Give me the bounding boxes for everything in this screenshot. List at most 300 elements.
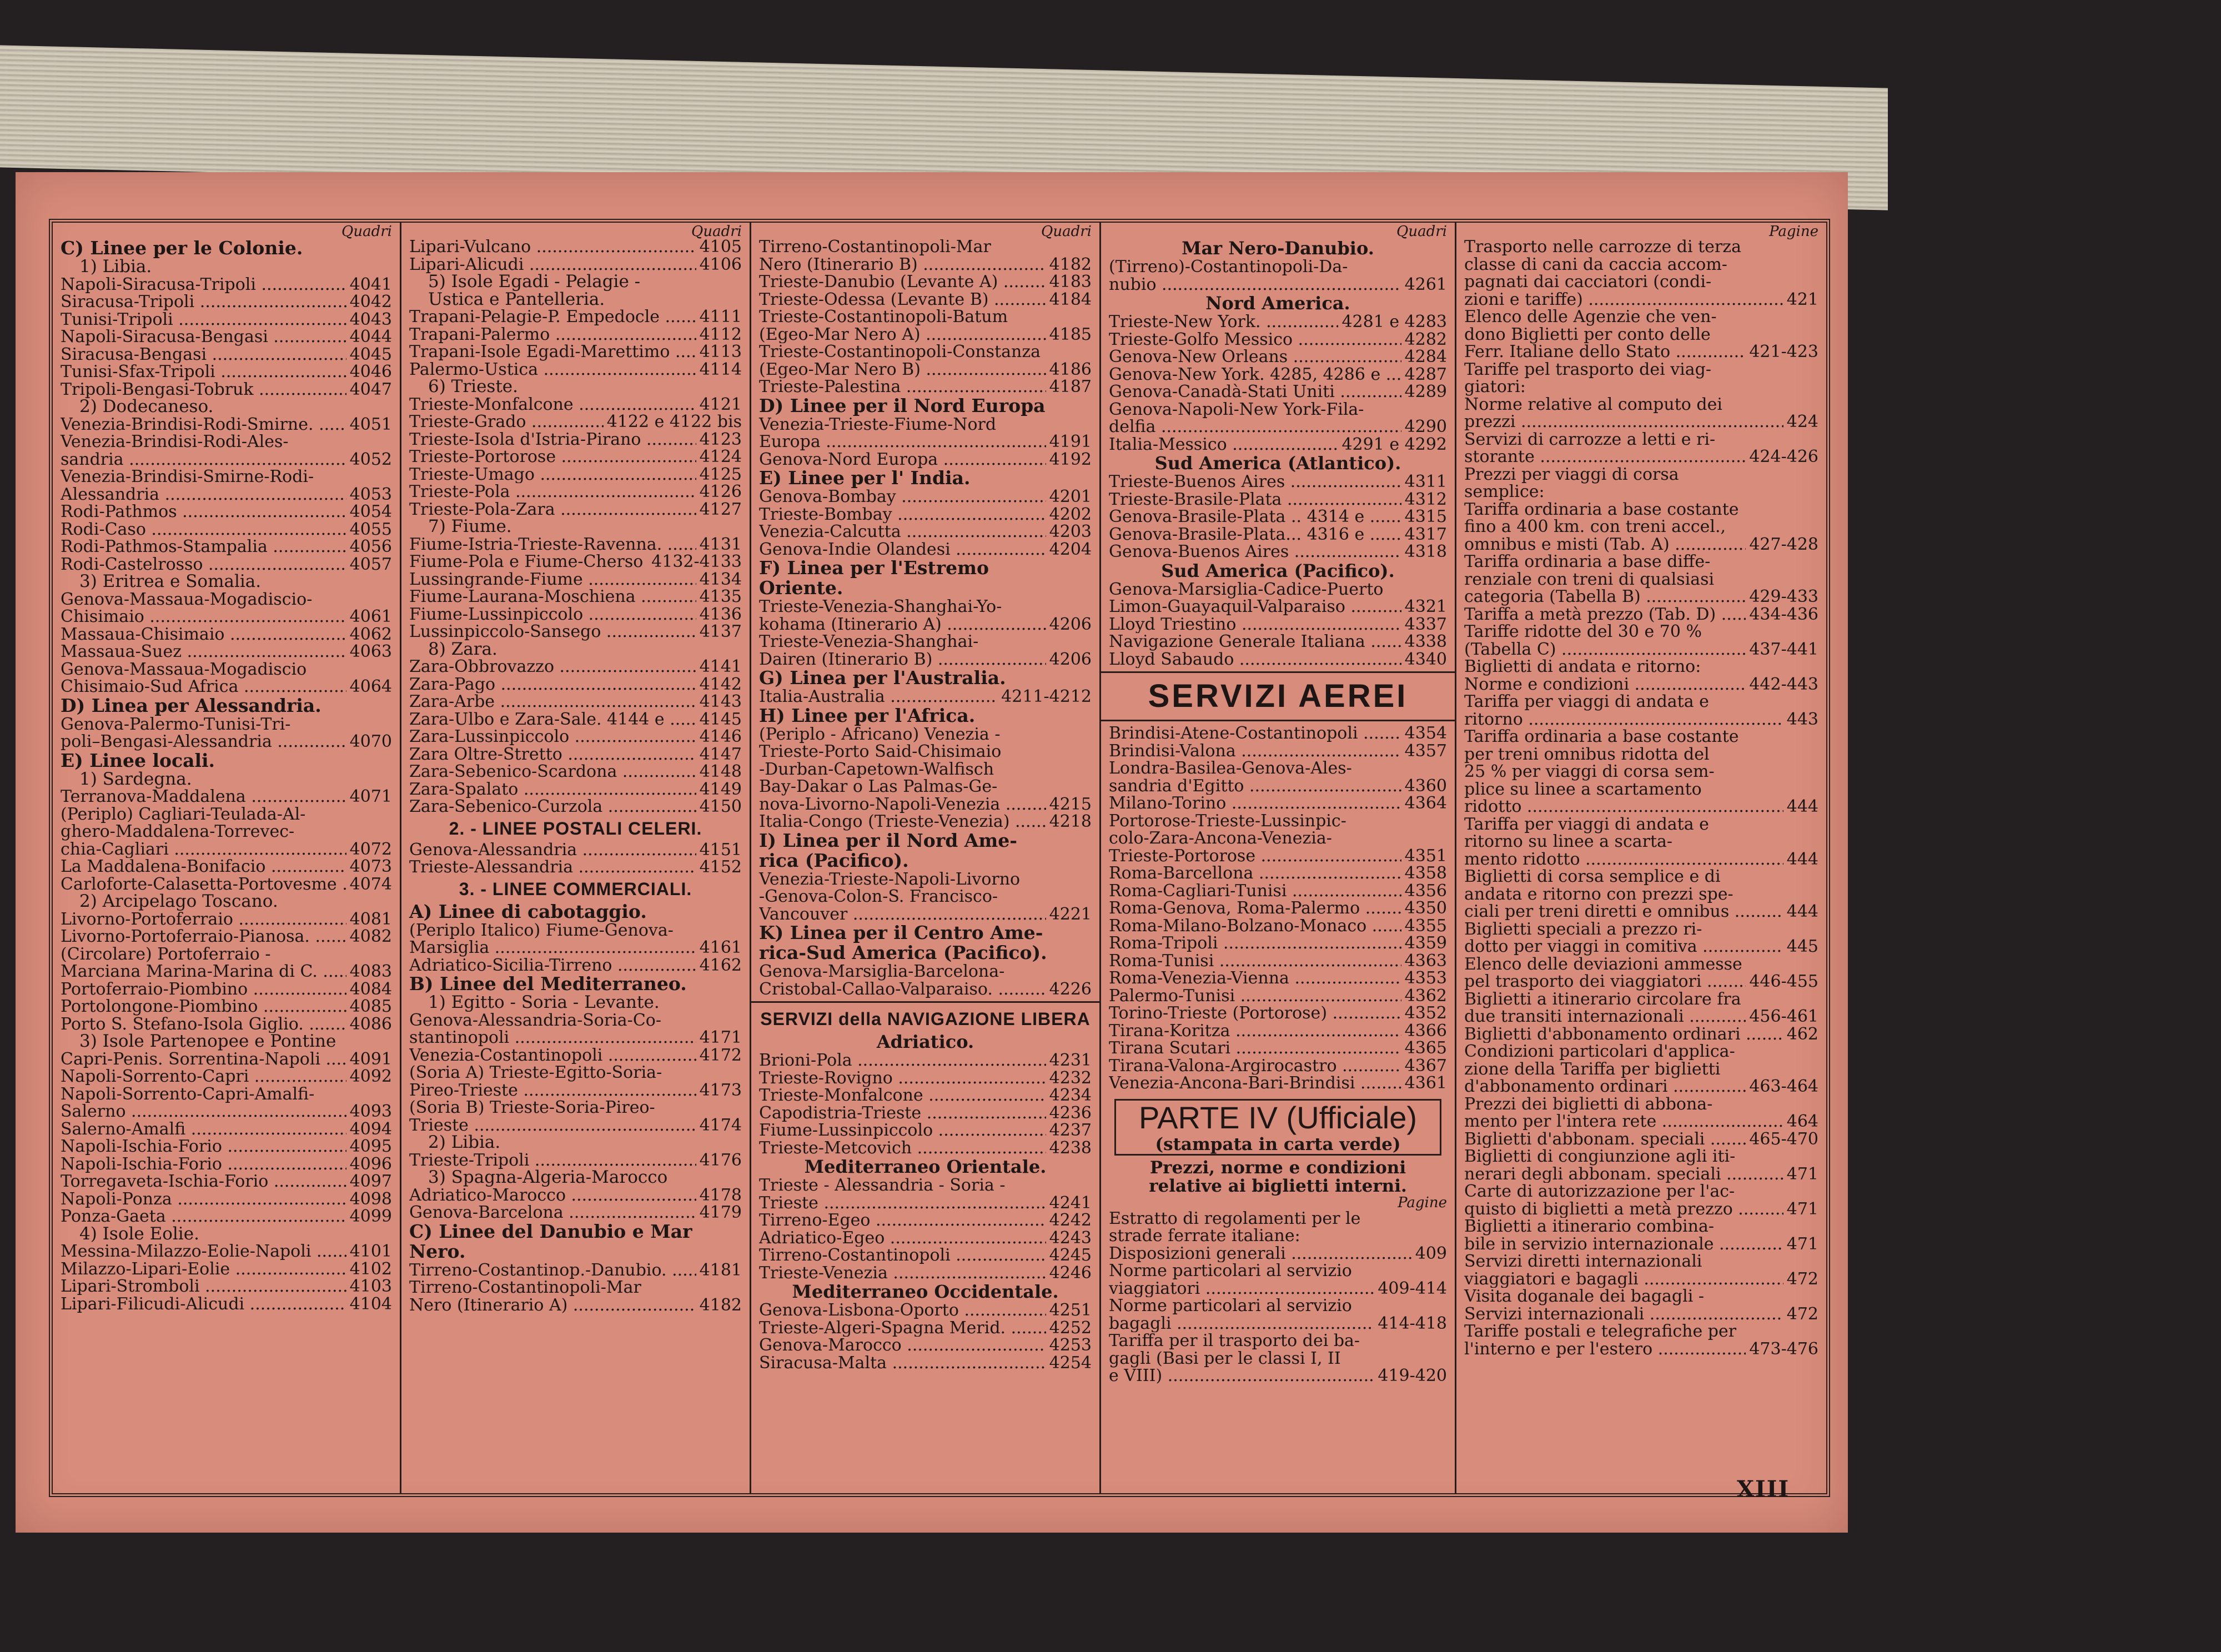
entry-ref: 4242 — [1049, 1211, 1092, 1230]
index-entry — [759, 813, 1092, 831]
entry-ref: 4162 — [699, 955, 742, 975]
index-entry — [1109, 418, 1447, 436]
entry-title: Cristobal-Callao-Valparaiso. ..... — [759, 981, 1046, 998]
entry-line: Trieste-Venezia-Shanghai-Yo- — [759, 597, 1002, 616]
entry-title: Zara Oltre-Stretto ..... — [409, 746, 696, 764]
entry-line: Genova-Massaua-Mogadiscio- — [61, 589, 313, 609]
index-entry — [759, 506, 1092, 524]
entry-ref: 4179 — [699, 1203, 742, 1222]
index-entry — [759, 1139, 1092, 1157]
entry-ref: 4055 — [349, 519, 392, 539]
entry-title: Genova-Brasile-Plata .. 4314 e ..... — [1109, 508, 1401, 526]
entry-ref: 4186 — [1049, 359, 1092, 379]
entry-ref: 456-461 — [1749, 1007, 1818, 1026]
entry-ref: 429-433 — [1749, 587, 1818, 606]
entry-line: pagnati dai cacciatori (condi- — [1464, 272, 1712, 292]
entry-title: Lipari-Vulcano ..... — [409, 238, 696, 256]
entry-ref: 4321 — [1404, 597, 1447, 616]
entry-title: Porto S. Stefano-Isola Giglio. ..... — [61, 1016, 346, 1033]
entry-line: Tariffa per il trasporto dei ba- — [1109, 1331, 1360, 1350]
entry-title: Capri-Penis. Sorrentina-Napoli ..... — [61, 1051, 346, 1068]
entry-ref: 4241 — [1049, 1193, 1092, 1213]
entry-title: ridotto ..... — [1464, 798, 1783, 816]
entry-ref: 4355 — [1404, 916, 1447, 936]
index-entry — [759, 688, 1092, 706]
entry-line: Tariffe ridotte del 30 e 70 % — [1464, 622, 1702, 641]
category-heading: Sud America (Pacifico). — [1161, 560, 1395, 581]
section-heading: E) Linee per l' India. — [759, 467, 971, 489]
entry-line: Biglietti di andata e ritorno: — [1464, 657, 1701, 676]
index-entry — [759, 1212, 1092, 1229]
index-entry — [1109, 543, 1447, 561]
index-entry — [61, 643, 392, 661]
index-entry — [759, 1229, 1092, 1247]
index-entry — [1464, 1271, 1818, 1288]
entry-ref: 4112 — [699, 324, 742, 344]
entry-line: semplice: — [1464, 482, 1545, 501]
entry-line: Norme relative al computo dei — [1464, 394, 1722, 414]
section-rule — [1101, 671, 1455, 673]
index-entry — [759, 796, 1092, 814]
index-entry — [759, 1122, 1092, 1139]
entry-title: Tariffa a metà prezzo (Tab. D) ..... — [1464, 606, 1746, 624]
entry-title: Fiume-Laurana-Moschiena ..... — [409, 588, 696, 606]
entry-title: delfia ..... — [1109, 418, 1401, 436]
block-heading: 2. - LINEE POSTALI CELERI. — [449, 818, 702, 838]
entry-title: e VIII) ..... — [1109, 1367, 1374, 1385]
subsection-heading: 2) Dodecaneso. — [79, 396, 214, 416]
index-entry — [61, 451, 392, 469]
entry-title: Tunisi-Tripoli ..... — [61, 311, 346, 329]
index-entry — [61, 1103, 392, 1121]
index-column-2 — [400, 223, 750, 1493]
index-entry — [61, 911, 392, 928]
entry-title: Alessandria ..... — [61, 486, 346, 504]
entry-title: Zara-Obbrovazzo ..... — [409, 658, 696, 676]
entry-line: Tariffa per viaggi di andata e — [1464, 814, 1709, 834]
index-entry — [1464, 798, 1818, 816]
entry-title: Italia-Congo (Trieste-Venezia) ..... — [759, 813, 1046, 831]
entry-title: Ponza-Gaeta ..... — [61, 1208, 346, 1226]
index-entry — [61, 858, 392, 876]
entry-ref: 462 — [1786, 1024, 1818, 1044]
index-entry — [759, 326, 1092, 344]
entry-title: Trieste-New York. ..... — [1109, 313, 1338, 331]
section-heading: rica (Pacifico). — [759, 849, 909, 871]
index-entry — [61, 293, 392, 311]
index-entry — [61, 1243, 392, 1261]
index-entry — [1109, 900, 1447, 917]
entry-ref: 424-426 — [1749, 447, 1818, 466]
index-entry — [1109, 313, 1447, 331]
column-heading: Quadri — [341, 223, 392, 240]
index-entry — [1109, 616, 1447, 634]
entry-ref: 4261 — [1404, 274, 1447, 294]
entry-title: Biglietti d'abbonam. speciali ..... — [1464, 1131, 1746, 1148]
entry-title: Portoferraio-Piombino ..... — [61, 981, 346, 998]
index-column-5 — [1455, 223, 1826, 1493]
entry-ref: 4043 — [349, 309, 392, 329]
entry-title: Genova-Canadà-Stati Uniti ..... — [1109, 383, 1401, 401]
entry-line: plice su linee a scartamento — [1464, 779, 1702, 799]
entry-ref: 4181 — [699, 1260, 742, 1280]
entry-line: strade ferrate italiane: — [1109, 1226, 1300, 1246]
index-entry — [1109, 1315, 1447, 1333]
index-entry — [61, 503, 392, 521]
index-entry — [759, 378, 1092, 396]
entry-ref: 4092 — [349, 1067, 392, 1086]
entry-ref: 4358 — [1404, 863, 1447, 883]
entry-line: Carte di autorizzazione per l'ac- — [1464, 1182, 1735, 1201]
entry-title: Roma-Venezia-Vienna ..... — [1109, 970, 1401, 987]
entry-ref: 4187 — [1049, 377, 1092, 396]
entry-title: Genova-New York. 4285, 4286 e ..... — [1109, 366, 1401, 384]
entry-title: Trieste-Tripoli ..... — [409, 1152, 696, 1169]
index-entry — [1464, 641, 1818, 659]
entry-ref: 4359 — [1404, 933, 1447, 953]
entry-title: Dairen (Itinerario B) ..... — [759, 651, 1046, 669]
entry-title: Adriatico-Egeo ..... — [759, 1229, 1046, 1247]
index-entry — [1109, 725, 1447, 742]
entry-ref: 4206 — [1049, 649, 1092, 669]
entry-ref: 4232 — [1049, 1068, 1092, 1088]
entry-title: ritorno ..... — [1464, 711, 1783, 729]
index-entry — [409, 396, 742, 414]
section-heading: Oriente. — [759, 577, 843, 599]
index-entry — [409, 841, 742, 859]
index-entry — [409, 553, 742, 571]
entry-ref: 4104 — [349, 1294, 392, 1314]
entry-ref: 409 — [1415, 1243, 1447, 1263]
entry-line: (Periplo - Africano) Venezia - — [759, 724, 1001, 744]
entry-title: Italia-Messico ..... — [1109, 436, 1338, 454]
section-heading: H) Linee per l'Africa. — [759, 704, 976, 726]
entry-ref: 4173 — [699, 1080, 742, 1100]
entry-line: Venezia-Trieste-Napoli-Livorno — [759, 869, 1021, 889]
index-entry — [409, 746, 742, 764]
entry-title: Napoli-Siracusa-Tripoli ..... — [61, 276, 346, 294]
index-entry — [409, 361, 742, 379]
entry-title: Capodistria-Trieste ..... — [759, 1104, 1046, 1122]
entry-title: bagagli ..... — [1109, 1315, 1374, 1333]
index-entry — [1464, 291, 1818, 309]
entry-ref: 4111 — [699, 307, 742, 327]
entry-ref: 4148 — [699, 762, 742, 781]
centered-text: Prezzi, norme e condizioni — [1149, 1157, 1406, 1178]
index-entry — [409, 238, 742, 256]
entry-title: Lipari-Filicudi-Alicudi ..... — [61, 1296, 346, 1313]
entry-line: (Soria B) Trieste-Soria-Pireo- — [409, 1098, 655, 1117]
entry-title: Palermo-Tunisi ..... — [1109, 987, 1401, 1005]
entry-ref: 4191 — [1049, 432, 1092, 451]
index-entry — [61, 1121, 392, 1138]
category-heading: Mar Nero-Danubio. — [1182, 238, 1374, 259]
entry-title: Vancouver ..... — [759, 906, 1046, 923]
index-entry — [1109, 1074, 1447, 1092]
section-heading: A) Linee di cabotaggio. — [409, 900, 647, 922]
entry-title: Trieste-Palestina ..... — [759, 378, 1046, 396]
entry-ref: 444 — [1786, 902, 1818, 921]
entry-title: Chisimaio-Sud Africa ..... — [61, 678, 346, 696]
entry-title: nerari degli abbonam. speciali ..... — [1464, 1166, 1783, 1183]
entry-ref: 4042 — [349, 292, 392, 312]
entry-ref: 4340 — [1404, 649, 1447, 669]
block-heading: 3. - LINEE COMMERCIALI. — [459, 878, 692, 899]
index-entry — [409, 588, 742, 606]
entry-line: Genova-Palermo-Tunisi-Tri- — [61, 714, 291, 734]
index-entry — [1109, 1245, 1447, 1263]
entry-title: Genova-Buenos Aires ..... — [1109, 543, 1401, 561]
entry-ref: 4127 — [699, 499, 742, 519]
entry-title: Europa ..... — [759, 433, 1046, 451]
entry-ref: 4125 — [699, 464, 742, 484]
entry-title: Roma-Genova, Roma-Palermo ..... — [1109, 900, 1401, 917]
entry-ref: 464 — [1786, 1112, 1818, 1131]
entry-ref: 4062 — [349, 624, 392, 644]
entry-line: (Periplo Italico) Fiume-Genova- — [409, 920, 674, 940]
entry-ref: 4351 — [1404, 846, 1447, 866]
entry-ref: 4354 — [1404, 724, 1447, 743]
index-entry — [61, 998, 392, 1016]
entry-title: Massaua-Suez ..... — [61, 643, 346, 661]
index-entry — [1109, 865, 1447, 882]
entry-ref: 4311 — [1404, 472, 1447, 491]
index-entry — [409, 448, 742, 466]
index-entry — [1464, 606, 1818, 624]
index-entry — [1464, 1236, 1818, 1253]
entry-line: renziale con treni di qualsiasi — [1464, 569, 1715, 589]
index-entry — [409, 693, 742, 711]
index-entry — [61, 788, 392, 806]
entry-title: Napoli-Ischia-Forio ..... — [61, 1138, 346, 1156]
category-heading: Adriatico. — [876, 1031, 974, 1052]
entry-line: Elenco delle deviazioni ammesse — [1464, 954, 1742, 974]
entry-title: Tirana Scutari ..... — [1109, 1040, 1401, 1057]
entry-ref: 4176 — [699, 1150, 742, 1170]
entry-ref: 4221 — [1049, 904, 1092, 924]
index-entry — [1464, 343, 1818, 361]
index-entry — [409, 1152, 742, 1169]
index-column-4 — [1099, 223, 1455, 1493]
entry-line: Napoli-Sorrento-Capri-Amalfi- — [61, 1084, 315, 1104]
entry-title: Venezia-Costantinopoli ..... — [409, 1047, 696, 1064]
subsection-heading: 3) Isole Partenopee e Pontine — [79, 1031, 336, 1051]
centered-text: relative ai biglietti interni. — [1149, 1176, 1407, 1196]
entry-ref: 421 — [1786, 289, 1818, 309]
entry-ref: 4044 — [349, 327, 392, 347]
entry-ref: 4063 — [349, 642, 392, 661]
entry-title: Napoli-Siracusa-Bengasi ..... — [61, 328, 346, 346]
entry-line: Trieste-Venezia-Shanghai- — [759, 632, 979, 651]
entry-title: Napoli-Ischia-Forio ..... — [61, 1156, 346, 1173]
entry-ref: 4070 — [349, 732, 392, 751]
entry-ref: 4091 — [349, 1049, 392, 1069]
index-entry — [1464, 938, 1818, 956]
entry-title: Brioni-Pola ..... — [759, 1052, 1046, 1069]
index-entry — [1464, 588, 1818, 606]
index-entry — [759, 523, 1092, 541]
entry-ref: 472 — [1786, 1304, 1818, 1324]
entry-ref: 4171 — [699, 1028, 742, 1047]
part-four-subtitle: (stampata in carta verde) — [1155, 1134, 1401, 1154]
index-entry — [61, 276, 392, 294]
section-heading: C) Linee per le Colonie. — [61, 237, 303, 259]
subsection-heading: 5) Isole Egadi - Pelagie - — [428, 272, 641, 292]
entry-title: Tirreno-Costantinop.-Danubio. ..... — [409, 1262, 696, 1279]
index-entry — [61, 363, 392, 381]
entry-line: Trasporto nelle carrozze di terza — [1464, 237, 1741, 257]
page-number: XIII — [1737, 1476, 1790, 1502]
entry-ref: 4086 — [349, 1014, 392, 1034]
entry-title: Terranova-Maddalena ..... — [61, 788, 346, 806]
entry-ref: 4085 — [349, 997, 392, 1016]
index-entry — [759, 1354, 1092, 1372]
entry-title: Genova-Nord Europa ..... — [759, 451, 1046, 469]
entry-ref: 473-476 — [1749, 1339, 1818, 1359]
entry-title: Trieste-Danubio (Levante A) ..... — [759, 273, 1046, 291]
entry-ref: 4114 — [699, 359, 742, 379]
entry-ref: 4289 — [1404, 382, 1447, 401]
entry-line: Biglietti a itinerario circolare fra — [1464, 989, 1741, 1009]
index-entry — [1109, 348, 1447, 366]
entry-title: mento ridotto ..... — [1464, 851, 1783, 868]
entry-ref: 4363 — [1404, 951, 1447, 971]
index-entry — [1464, 676, 1818, 694]
entry-ref: 444 — [1786, 849, 1818, 869]
entry-line: Visita doganale dei bagagli - — [1464, 1287, 1704, 1306]
entry-ref: 4201 — [1049, 487, 1092, 506]
entry-title: Fiume-Pola e Fiume-Cherso ..... — [409, 553, 648, 571]
entry-line: Venezia-Brindisi-Smirne-Rodi- — [61, 467, 314, 486]
category-heading: Mediterraneo Orientale. — [804, 1156, 1047, 1177]
entry-title: Genova-Brasile-Plata... 4316 e ..... — [1109, 526, 1401, 544]
entry-ref: 4182 — [1049, 254, 1092, 274]
entry-ref: 4318 — [1404, 542, 1447, 561]
entry-line: Biglietti speciali a prezzo ri- — [1464, 919, 1702, 939]
category-heading: Mediterraneo Occidentale. — [792, 1281, 1059, 1302]
entry-title: Lipari-Alicudi ..... — [409, 256, 696, 274]
index-entry — [409, 501, 742, 519]
entry-line: (Periplo) Cagliari-Teulada-Al- — [61, 804, 306, 824]
entry-title: viaggiatori e bagagli ..... — [1464, 1271, 1783, 1288]
index-entry — [409, 939, 742, 957]
part-four-box — [1114, 1099, 1441, 1156]
entry-line: Prezzi dei biglietti di abbona- — [1464, 1094, 1713, 1114]
entry-ref: 4254 — [1049, 1353, 1092, 1373]
section-heading: E) Linee locali. — [61, 749, 215, 771]
entry-title: kohama (Itinerario A) ..... — [759, 616, 1046, 634]
entry-line: Tariffe postali e telegrafiche per — [1464, 1322, 1737, 1341]
entry-title: Livorno-Portoferraio ..... — [61, 911, 346, 928]
entry-ref: 4105 — [699, 237, 742, 257]
entry-ref: 4132-4133 — [651, 552, 742, 571]
entry-ref: 4206 — [1049, 614, 1092, 634]
index-entry — [409, 1082, 742, 1099]
entry-line: (Soria A) Trieste-Egitto-Soria- — [409, 1063, 662, 1082]
subsection-heading: 2) Arcipelago Toscano. — [79, 891, 278, 911]
entry-title: Trieste-Odessa (Levante B) ..... — [759, 291, 1046, 309]
index-entry — [61, 486, 392, 504]
entry-ref: 4182 — [699, 1295, 742, 1315]
entry-line: Prezzi per viaggi di corsa — [1464, 464, 1679, 484]
entry-ref: 4178 — [699, 1185, 742, 1205]
index-entry — [1109, 952, 1447, 970]
index-column-1 — [53, 223, 400, 1493]
column-heading: Quadri — [1396, 223, 1447, 240]
index-entry — [1109, 526, 1447, 544]
entry-line: (Tirreno)-Costantinopoli-Da- — [1109, 257, 1348, 277]
index-entry — [759, 1194, 1092, 1212]
entry-ref: 4231 — [1049, 1051, 1092, 1070]
entry-line: Trieste - Alessandria - Soria - — [759, 1176, 1006, 1195]
entry-ref: 414-418 — [1378, 1313, 1447, 1333]
entry-ref: 4082 — [349, 927, 392, 946]
entry-line: Genova-Marsiglia-Cadice-Puerto — [1109, 579, 1384, 599]
index-entry — [61, 608, 392, 626]
entry-ref: 4365 — [1404, 1038, 1447, 1058]
entry-ref: 4287 — [1404, 364, 1447, 384]
entry-title: Genova-Barcelona ..... — [409, 1204, 696, 1222]
entry-line: Genova-Massaua-Mogadiscio — [61, 659, 307, 679]
entry-ref: 4174 — [699, 1115, 742, 1135]
entry-ref: 4056 — [349, 537, 392, 556]
entry-title: Lloyd Triestino ..... — [1109, 616, 1401, 634]
index-entry — [409, 1262, 742, 1279]
entry-title: (Tabella C) ..... — [1464, 641, 1746, 659]
entry-title: Adriatico-Sicilia-Tirreno ..... — [409, 957, 696, 975]
entry-ref: 4134 — [699, 569, 742, 589]
block-heading-large: SERVIZI AEREI — [1148, 678, 1408, 714]
entry-title: Nero (Itinerario B) ..... — [759, 256, 1046, 274]
entry-title: Brindisi-Atene-Costantinopoli ..... — [1109, 725, 1401, 742]
index-entry — [409, 798, 742, 816]
index-entry — [1109, 651, 1447, 669]
entry-ref: 4246 — [1049, 1263, 1092, 1283]
index-entry — [759, 1319, 1092, 1337]
index-entry — [61, 1208, 392, 1226]
entry-title: Marciana Marina-Marina di C. ..... — [61, 963, 346, 981]
section-rule — [751, 1001, 1099, 1003]
index-entry — [409, 343, 742, 361]
entry-title: Zara-Arbe ..... — [409, 693, 696, 711]
subsection-heading: Ustica e Pantelleria. — [428, 289, 605, 309]
entry-ref: 471 — [1786, 1199, 1818, 1219]
entry-ref: 4099 — [349, 1207, 392, 1226]
entry-title: storante ..... — [1464, 448, 1746, 466]
entry-ref: 4361 — [1404, 1073, 1447, 1093]
entry-title: Trapani-Isole Egadi-Marettimo ..... — [409, 343, 696, 361]
entry-title: Torregaveta-Ischia-Forio ..... — [61, 1173, 346, 1191]
entry-title: Tirana-Koritza ..... — [1109, 1022, 1401, 1040]
entry-ref: 4098 — [349, 1189, 392, 1209]
entry-title: Siracusa-Malta ..... — [759, 1354, 1046, 1372]
entry-ref: 4362 — [1404, 986, 1447, 1006]
index-entry — [409, 466, 742, 484]
index-entry — [1464, 1131, 1818, 1148]
entry-title: Nero (Itinerario A) ..... — [409, 1297, 696, 1314]
entry-line: giatori: — [1464, 377, 1526, 396]
entry-title: Livorno-Portoferraio-Pianosa. ..... — [61, 928, 346, 946]
entry-line: 25 % per viaggi di corsa sem- — [1464, 762, 1715, 781]
entry-line: classe di cani da caccia accom- — [1464, 254, 1727, 274]
entry-title: Tirreno-Egeo ..... — [759, 1212, 1046, 1229]
entry-line: Tariffe pel trasporto dei viag- — [1464, 359, 1711, 379]
subsection-heading: 1) Libia. — [79, 257, 152, 277]
entry-title: Napoli-Sorrento-Capri ..... — [61, 1068, 346, 1086]
index-entry — [1464, 1078, 1818, 1096]
index-entry — [1109, 882, 1447, 900]
index-entry — [1464, 536, 1818, 554]
